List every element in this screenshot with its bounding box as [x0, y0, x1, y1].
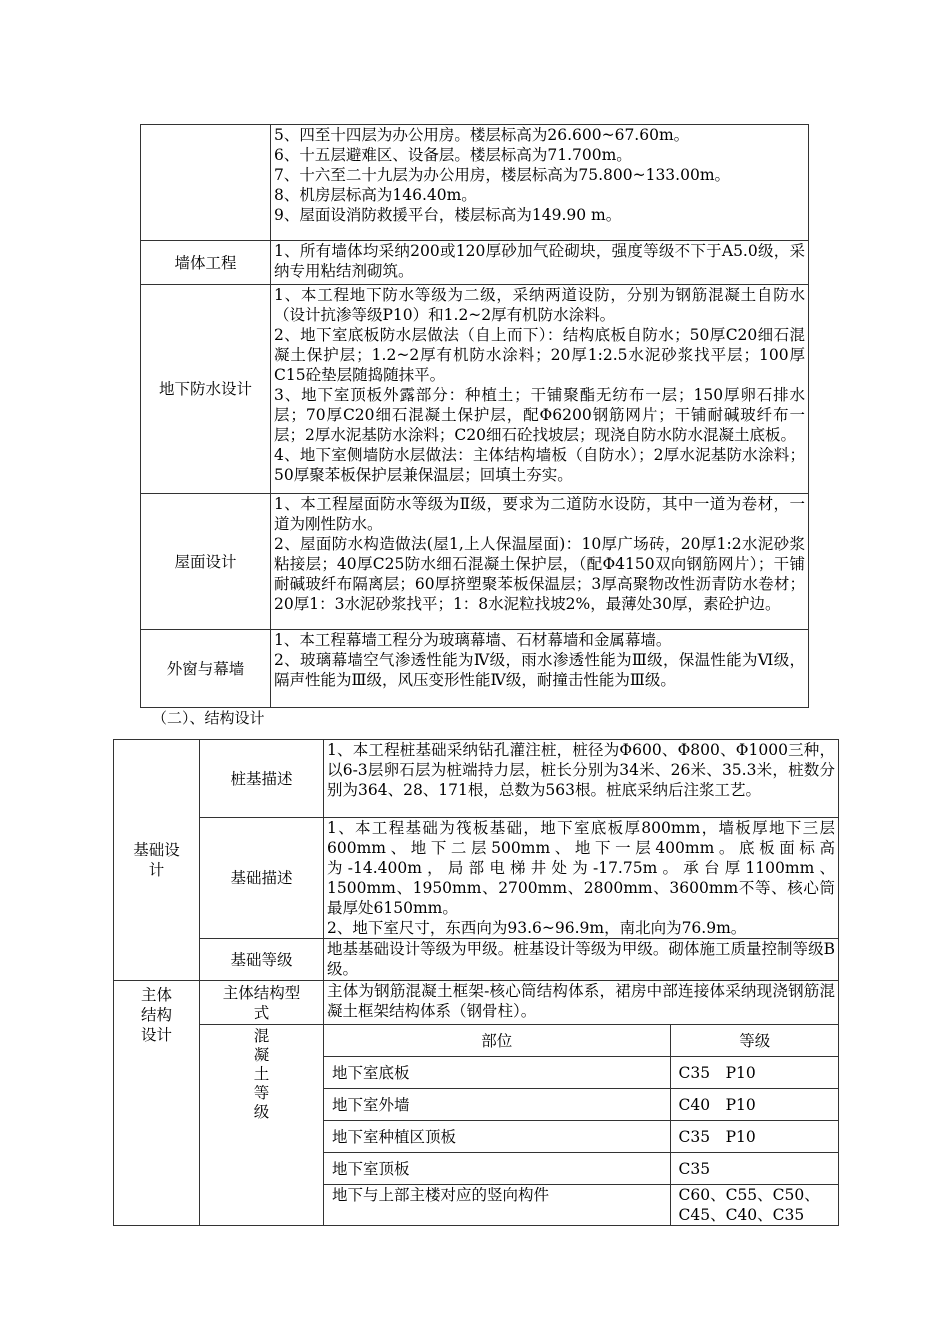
text-line: 3、地下室顶板外露部分：种植土；干铺聚酯无纺布一层；150厚卵石排水层；70厚C20细石混凝土保护层，配Φ6200钢筋网片；干铺耐碱玻纤布一层；2厚水泥基防水涂料；C20细石砼找坡层；现浇自防水防水混凝土底板。	[274, 386, 805, 444]
text-line: 2、地下室尺寸，东西向为93.6~96.9m，南北向为76.9m。	[327, 919, 747, 937]
structure-table	[113, 739, 839, 1226]
part-cell: 地下室外墙	[324, 1089, 670, 1121]
text-line: 9、屋面设消防救援平台，楼层标高为149.90 m。	[274, 206, 622, 224]
table-row	[324, 1057, 839, 1089]
table-row	[324, 1089, 839, 1121]
text-line: 地基基础设计等级为甲级。桩基设计等级为甲级。砌体施工质量控制等级B级。	[327, 940, 835, 978]
row-label: 混凝土等级	[253, 1027, 270, 1121]
column-header-grade: 等级	[670, 1025, 839, 1057]
text-line: 4、地下室侧墙防水层做法：主体结构墙板（自防水）；2厚水泥基防水涂料；50厚聚苯板保护层兼保温层；回填土夯实。	[274, 446, 805, 484]
table-row	[324, 1153, 839, 1185]
table-row	[141, 630, 809, 708]
table-row	[114, 981, 839, 1025]
table-row	[114, 818, 839, 939]
text-line: 1、所有墙体均采纳200或120厚砂加气砼砌块，强度等级不下于A5.0级，采纳专用粘结剂砌筑。	[274, 242, 805, 280]
text-line: 2、地下室底板防水层做法（自上而下）：结构底板自防水；50厚C20细石混凝土保护层；1.2~2厚有机防水涂料；20厚1:2.5水泥砂浆找平层；100厚C15砼垫层随捣随抹平。	[274, 326, 805, 384]
row-content	[271, 241, 809, 285]
part-cell: 地下室底板	[324, 1057, 670, 1089]
table-row	[141, 125, 809, 241]
row-content	[271, 630, 809, 708]
concrete-label-cell	[200, 1025, 324, 1226]
row-label: 外窗与幕墙	[141, 630, 271, 708]
row-label: 基础等级	[200, 939, 324, 981]
text-line: 8、机房层标高为146.40m。	[274, 186, 477, 204]
grade-cell: C35 P10	[670, 1121, 839, 1153]
text-line: 5、四至十四层为办公用房。楼层标高为26.600~67.60m。	[274, 126, 690, 144]
section-title: （二）、结构设计	[152, 709, 265, 727]
table-row	[114, 939, 839, 981]
text-line: 2、玻璃幕墙空气渗透性能为Ⅳ级，雨水渗透性能为Ⅲ级，保温性能为Ⅵ级，隔声性能为Ⅲ级，风压变形性能Ⅳ级，耐撞击性能为Ⅲ级。	[274, 651, 805, 689]
row-label: 桩基描述	[200, 740, 324, 818]
text-line: 1、本工程地下防水等级为二级，采纳两道设防，分别为钢筋混凝土自防水（设计抗渗等级P10）和1.2~2厚有机防水涂料。	[274, 286, 805, 324]
row-content	[324, 939, 839, 981]
group-label: 基础设计	[114, 740, 200, 981]
group-label: 主体结构设计	[114, 981, 200, 1226]
text-line: 1、本工程屋面防水等级为Ⅱ级，要求为二道防水设防，其中一道为卷材，一道为刚性防水。	[274, 495, 805, 533]
table-row	[114, 1025, 839, 1226]
table-row	[324, 1185, 839, 1226]
table-row	[324, 1121, 839, 1153]
row-label: 地下防水设计	[141, 285, 271, 494]
row-content: 主体为钢筋混凝土框架-核心筒结构体系，裙房中部连接体采纳现浇钢筋混凝土框架结构体系（钢骨柱）。	[324, 981, 839, 1025]
part-cell: 地下室顶板	[324, 1153, 670, 1185]
row-label: 墙体工程	[141, 241, 271, 285]
part-cell: 地下室种植区顶板	[324, 1121, 670, 1153]
row-content	[271, 125, 809, 241]
part-cell: 地下与上部主楼对应的竖向构件	[324, 1185, 670, 1226]
row-label: 基础描述	[200, 818, 324, 939]
table-row	[141, 285, 809, 494]
row-content	[271, 494, 809, 630]
text-line: 1、本工程幕墙工程分为玻璃幕墙、石材幕墙和金属幕墙。	[274, 631, 672, 649]
row-label: 主体结构型式	[200, 981, 324, 1025]
column-header-part: 部位	[324, 1025, 670, 1057]
row-label	[141, 125, 271, 241]
concrete-grade-table	[324, 1025, 839, 1225]
table-row	[114, 740, 839, 818]
concrete-grade-cell	[324, 1025, 839, 1226]
row-label: 屋面设计	[141, 494, 271, 630]
row-content	[324, 818, 839, 939]
text-line: 1、本工程基础为筏板基础，地下室底板厚800mm，墙板厚地下三层600mm、地下二层500mm、地下一层400mm。底板面标高为-14.400m，局部电梯井处为-17.75m。承台厚1100mm、1500mm、1950mm、2700mm、2800mm、3600mm不等、核心筒最厚处6150mm。	[327, 819, 835, 917]
text-line: 6、十五层避难区、设备层。楼层标高为71.700m。	[274, 146, 632, 164]
row-content	[271, 285, 809, 494]
table-row	[141, 241, 809, 285]
text-line: 7、十六至二十九层为办公用房，楼层标高为75.800~133.00m。	[274, 166, 731, 184]
text-line: 2、屋面防水构造做法(屋1,上人保温屋面)：10厚广场砖，20厚1:2水泥砂浆粘接层；40厚C25防水细石混凝土保护层，（配Φ4150双向钢筋网片）；干铺耐碱玻纤布隔离层；60厚挤塑聚苯板保温层；3厚高聚物改性沥青防水卷材；20厚1：3水泥砂浆找平；1：8水泥粒找坡2%，最薄处30厚，素砼护边。	[274, 535, 805, 613]
table-header-row	[324, 1025, 839, 1057]
grade-cell: C35 P10	[670, 1057, 839, 1089]
text-line: 1、本工程桩基础采纳钻孔灌注桩，桩径为Φ600、Φ800、Φ1000三种，以6-3层卵石层为桩端持力层，桩长分别为34米、26米、35.3米，桩数分别为364、28、171根，总数为563根。桩底采纳后注浆工艺。	[327, 741, 835, 799]
grade-cell: C35	[670, 1153, 839, 1185]
table-row	[141, 494, 809, 630]
row-content	[324, 740, 839, 818]
grade-cell: C40 P10	[670, 1089, 839, 1121]
grade-cell: C60、C55、C50、C45、C40、C35	[670, 1185, 839, 1226]
architecture-table	[140, 124, 809, 708]
